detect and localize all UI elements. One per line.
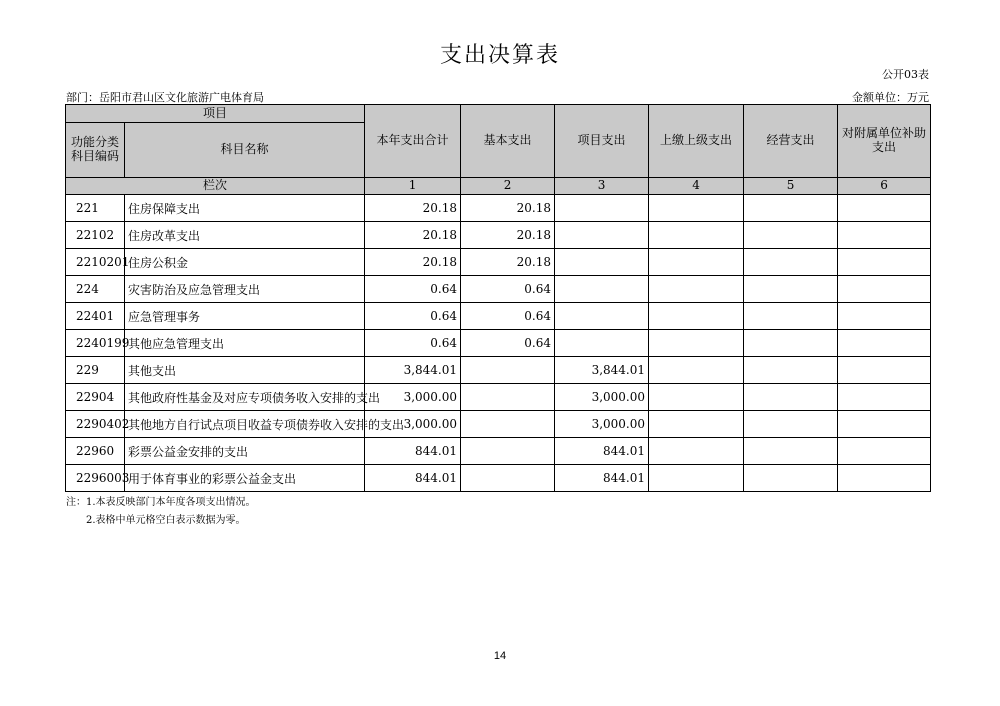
header-col-3: 项目支出 — [555, 105, 649, 178]
row-value-col-1: 3,000.00 — [365, 384, 461, 411]
row-value-col-1: 0.64 — [365, 330, 461, 357]
row-subject-name: 其他应急管理支出 — [125, 330, 365, 357]
table-row — [66, 276, 931, 303]
row-value-col-2: 0.64 — [461, 303, 555, 330]
row-value-col-5 — [744, 249, 838, 276]
row-value-col-5 — [744, 438, 838, 465]
row-value-col-3: 844.01 — [555, 438, 649, 465]
row-value-col-6 — [838, 357, 931, 384]
row-value-col-3: 844.01 — [555, 465, 649, 492]
page-title: 支出决算表 — [439, 43, 560, 68]
header-col-5: 经营支出 — [744, 105, 838, 178]
row-value-col-2 — [461, 465, 555, 492]
table-row — [66, 411, 931, 438]
row-value-col-6 — [838, 276, 931, 303]
row-value-col-2 — [461, 411, 555, 438]
table-row — [66, 195, 931, 222]
col-number-2: 2 — [461, 178, 555, 195]
header-row-index: 栏次 — [66, 178, 365, 195]
header-func-code: 功能分类科目编码 — [66, 123, 125, 178]
row-code: 2296003 — [66, 465, 125, 492]
row-subject-name: 灾害防治及应急管理支出 — [125, 276, 365, 303]
header-subject-name: 科目名称 — [125, 123, 365, 178]
row-value-col-4 — [649, 465, 744, 492]
row-value-col-4 — [649, 384, 744, 411]
row-value-col-2: 0.64 — [461, 276, 555, 303]
row-value-col-6 — [838, 303, 931, 330]
row-value-col-5 — [744, 411, 838, 438]
row-value-col-3: 3,000.00 — [555, 411, 649, 438]
row-value-col-1: 20.18 — [365, 249, 461, 276]
table-row — [66, 384, 931, 411]
col-number-5: 5 — [744, 178, 838, 195]
row-value-col-3 — [555, 222, 649, 249]
row-value-col-4 — [649, 411, 744, 438]
row-value-col-5 — [744, 222, 838, 249]
row-value-col-4 — [649, 249, 744, 276]
row-value-col-4 — [649, 303, 744, 330]
unit-label: 金额单位：万元 — [852, 91, 929, 104]
row-value-col-2 — [461, 384, 555, 411]
table-row — [66, 222, 931, 249]
row-value-col-2: 20.18 — [461, 195, 555, 222]
row-value-col-1: 0.64 — [365, 276, 461, 303]
col-number-4: 4 — [649, 178, 744, 195]
row-value-col-6 — [838, 411, 931, 438]
col-number-6: 6 — [838, 178, 931, 195]
row-value-col-2 — [461, 438, 555, 465]
col-number-1: 1 — [365, 178, 461, 195]
row-code: 22102 — [66, 222, 125, 249]
row-value-col-4 — [649, 438, 744, 465]
row-value-col-3 — [555, 303, 649, 330]
header-col-2: 基本支出 — [461, 105, 555, 178]
row-value-col-1: 844.01 — [365, 465, 461, 492]
row-value-col-5 — [744, 357, 838, 384]
row-value-col-6 — [838, 195, 931, 222]
row-subject-name: 用于体育事业的彩票公益金支出 — [125, 465, 365, 492]
row-value-col-6 — [838, 384, 931, 411]
row-subject-name: 其他政府性基金及对应专项债务收入安排的支出 — [125, 384, 365, 411]
row-subject-name: 住房保障支出 — [125, 195, 365, 222]
table-row — [66, 438, 931, 465]
row-subject-name: 住房改革支出 — [125, 222, 365, 249]
row-value-col-3: 3,844.01 — [555, 357, 649, 384]
row-value-col-5 — [744, 384, 838, 411]
row-value-col-6 — [838, 438, 931, 465]
row-value-col-2: 20.18 — [461, 222, 555, 249]
row-code: 221 — [66, 195, 125, 222]
row-code: 22904 — [66, 384, 125, 411]
row-value-col-4 — [649, 357, 744, 384]
header-col-6: 对附属单位补助支出 — [838, 105, 931, 178]
row-code: 224 — [66, 276, 125, 303]
row-subject-name: 住房公积金 — [125, 249, 365, 276]
row-value-col-3: 3,000.00 — [555, 384, 649, 411]
row-subject-name: 彩票公益金安排的支出 — [125, 438, 365, 465]
table-row — [66, 303, 931, 330]
form-number: 公开03表 — [882, 68, 929, 81]
row-value-col-4 — [649, 330, 744, 357]
header-col-4: 上缴上级支出 — [649, 105, 744, 178]
row-value-col-4 — [649, 276, 744, 303]
row-value-col-4 — [649, 222, 744, 249]
row-value-col-5 — [744, 465, 838, 492]
table-row — [66, 465, 931, 492]
row-value-col-1: 0.64 — [365, 303, 461, 330]
row-value-col-5 — [744, 195, 838, 222]
row-value-col-4 — [649, 195, 744, 222]
note-1: 注：1.本表反映部门本年度各项支出情况。 — [66, 497, 256, 508]
header-col-1: 本年支出合计 — [365, 105, 461, 178]
page-number: 14 — [493, 650, 507, 662]
row-value-col-6 — [838, 222, 931, 249]
note-2: 2.表格中单元格空白表示数据为零。 — [86, 515, 246, 526]
row-code: 2240199 — [66, 330, 125, 357]
expenditure-table — [65, 104, 931, 492]
row-value-col-1: 3,844.01 — [365, 357, 461, 384]
table-row — [66, 249, 931, 276]
row-value-col-6 — [838, 330, 931, 357]
row-value-col-2 — [461, 357, 555, 384]
row-code: 2210201 — [66, 249, 125, 276]
row-value-col-5 — [744, 276, 838, 303]
row-value-col-2: 0.64 — [461, 330, 555, 357]
col-number-3: 3 — [555, 178, 649, 195]
row-code: 22401 — [66, 303, 125, 330]
row-code: 229 — [66, 357, 125, 384]
row-subject-name: 应急管理事务 — [125, 303, 365, 330]
row-value-col-1: 3,000.00 — [365, 411, 461, 438]
row-value-col-2: 20.18 — [461, 249, 555, 276]
row-value-col-6 — [838, 465, 931, 492]
row-value-col-3 — [555, 249, 649, 276]
row-value-col-1: 20.18 — [365, 195, 461, 222]
row-value-col-6 — [838, 249, 931, 276]
row-value-col-3 — [555, 195, 649, 222]
row-code: 2290402 — [66, 411, 125, 438]
table-row — [66, 357, 931, 384]
row-value-col-5 — [744, 330, 838, 357]
row-value-col-3 — [555, 276, 649, 303]
row-value-col-3 — [555, 330, 649, 357]
row-subject-name: 其他支出 — [125, 357, 365, 384]
row-code: 22960 — [66, 438, 125, 465]
row-subject-name: 其他地方自行试点项目收益专项债券收入安排的支出 — [125, 411, 365, 438]
table-row — [66, 330, 931, 357]
header-project: 项目 — [66, 105, 365, 123]
department-label: 部门：岳阳市君山区文化旅游广电体育局 — [66, 91, 264, 104]
row-value-col-5 — [744, 303, 838, 330]
row-value-col-1: 20.18 — [365, 222, 461, 249]
row-value-col-1: 844.01 — [365, 438, 461, 465]
